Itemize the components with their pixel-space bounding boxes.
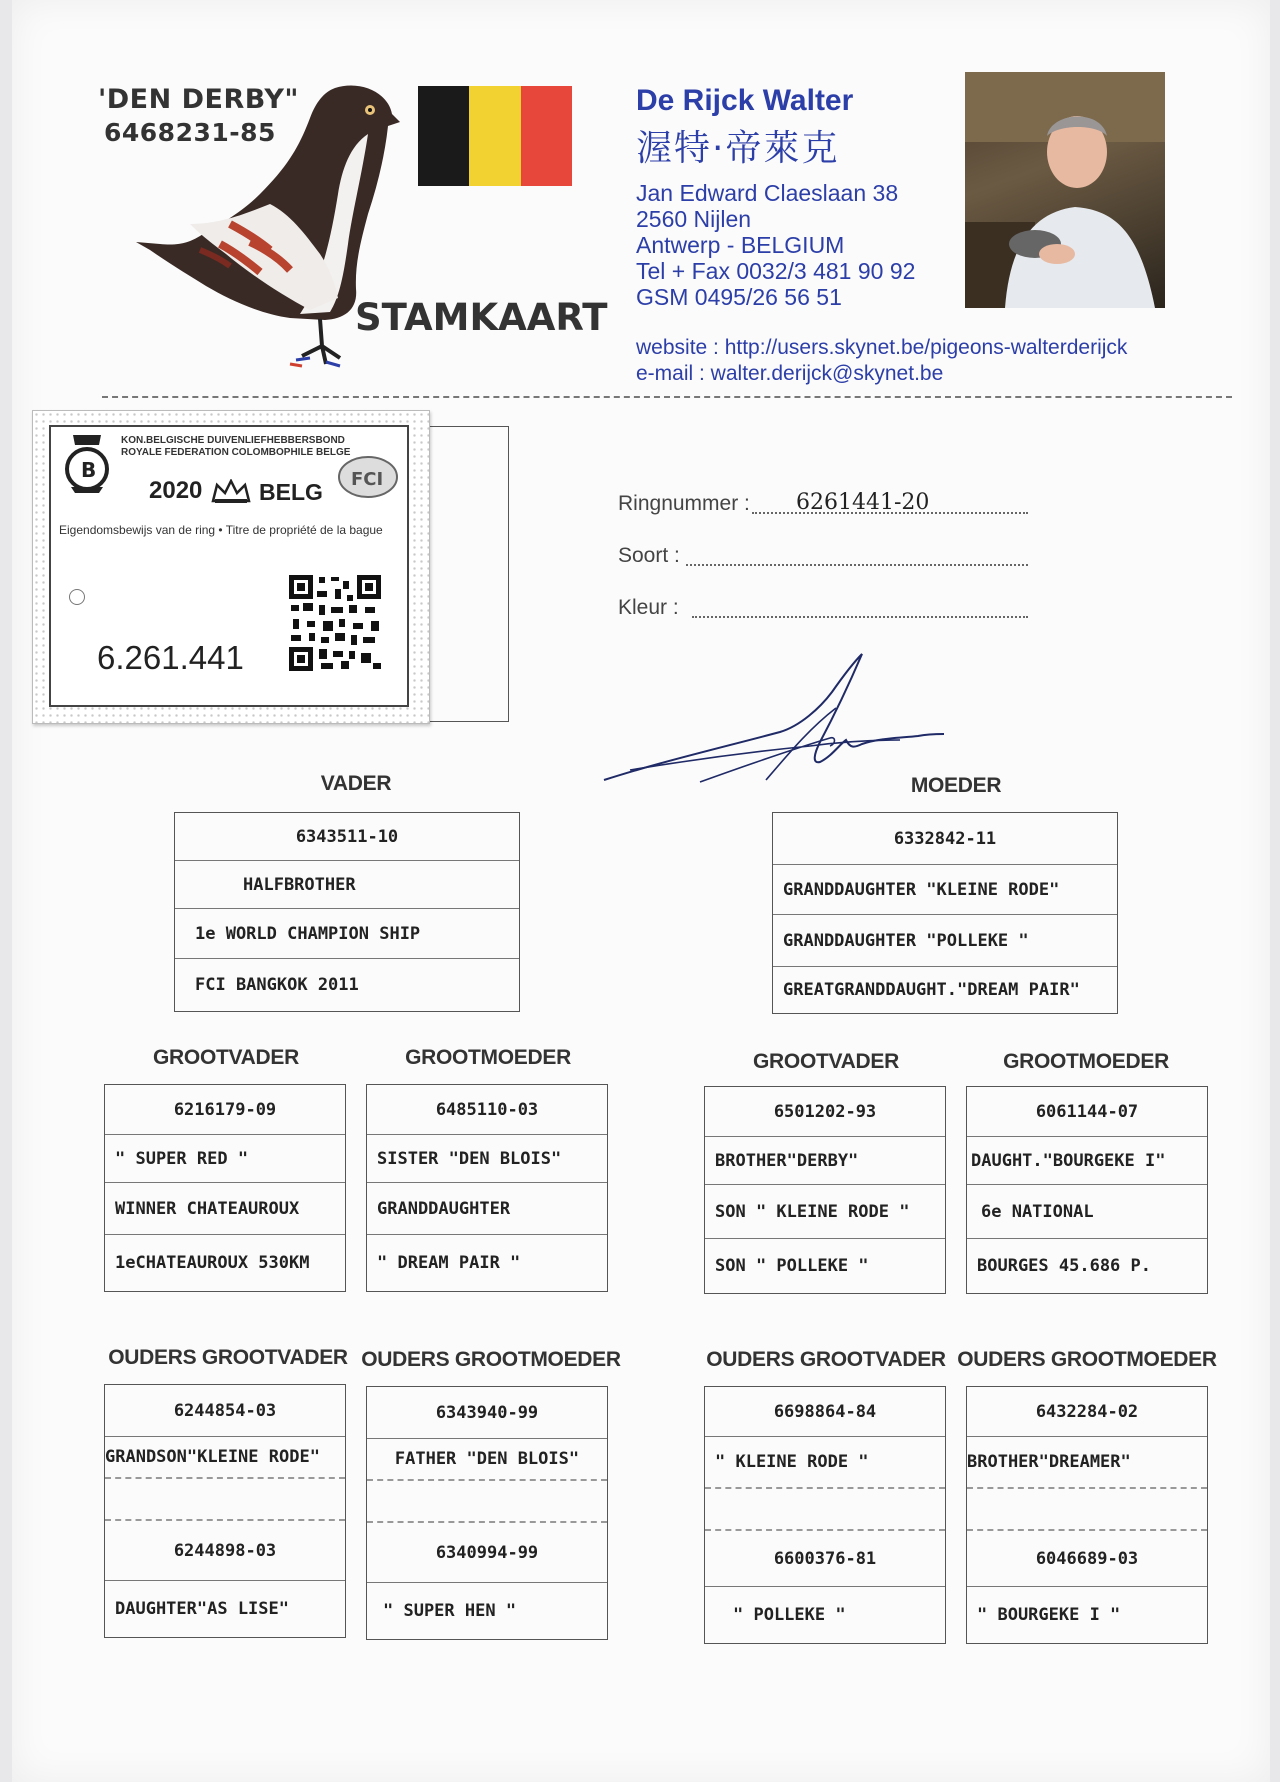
ogv-moeder-spacer bbox=[705, 1489, 945, 1531]
ogv-vader-line-2: DAUGHTER"AS LISE" bbox=[115, 1599, 289, 1619]
moeder-box bbox=[772, 812, 1118, 1014]
gv-moeder-ring: 6501202-93 bbox=[705, 1087, 945, 1137]
gm-moeder-line-2: 6e NATIONAL bbox=[967, 1185, 1207, 1239]
ogv-moeder-line-1: " KLEINE RODE " bbox=[705, 1437, 945, 1489]
card-year: 2020 bbox=[149, 477, 203, 504]
kleur-line bbox=[692, 602, 1028, 618]
ring-value: 6261441-20 bbox=[796, 490, 930, 515]
gv-moeder-heading: GROOTVADER bbox=[753, 1050, 899, 1073]
gv-vader-heading: GROOTVADER bbox=[153, 1046, 299, 1069]
moeder-line-1: GRANDDAUGHTER "KLEINE RODE" bbox=[773, 865, 1117, 915]
ogm-vader-box bbox=[366, 1386, 608, 1640]
ogm-moeder-ring-2: 6046689-03 bbox=[967, 1531, 1207, 1587]
vader-ring: 6343511-10 bbox=[175, 813, 519, 861]
card-ring-number: 6.261.441 bbox=[97, 639, 244, 676]
gm-vader-line-1: SISTER "DEN BLOIS" bbox=[367, 1135, 607, 1183]
gv-moeder-line-3: SON " POLLEKE " bbox=[715, 1256, 869, 1276]
ogv-vader-box bbox=[104, 1384, 346, 1638]
gv-moeder-box bbox=[704, 1086, 946, 1294]
ogm-moeder-heading: OUDERS GROOTMOEDER bbox=[957, 1348, 1217, 1371]
card-punch-hole bbox=[69, 589, 85, 605]
moeder-line-2: GRANDDAUGHTER "POLLEKE " bbox=[773, 915, 1117, 967]
gm-vader-line-3: " DREAM PAIR " bbox=[377, 1253, 521, 1273]
gv-moeder-line-2: SON " KLEINE RODE " bbox=[705, 1185, 945, 1239]
ogm-vader-spacer bbox=[367, 1481, 607, 1523]
gv-vader-ring: 6216179-09 bbox=[105, 1085, 345, 1135]
gv-vader-line-2: WINNER CHATEAUROUX bbox=[105, 1183, 345, 1235]
document-title: STAMKAART bbox=[355, 296, 608, 339]
vader-heading: VADER bbox=[320, 772, 392, 795]
ogv-vader-heading: OUDERS GROOTVADER bbox=[108, 1346, 348, 1369]
card-org-fr: ROYALE FEDERATION COLOMBOPHILE BELGE bbox=[121, 447, 351, 458]
moeder-ring: 6332842-11 bbox=[773, 813, 1117, 865]
ogm-moeder-spacer bbox=[967, 1489, 1207, 1531]
svg-text:FCI: FCI bbox=[351, 469, 384, 490]
address-city: 2560 Nijlen bbox=[636, 206, 752, 232]
kleur-label: Kleur : bbox=[618, 596, 679, 619]
ogv-vader-spacer bbox=[105, 1479, 345, 1521]
ogv-moeder-ring-2: 6600376-81 bbox=[705, 1531, 945, 1587]
address-street: Jan Edward Claeslaan 38 bbox=[636, 180, 899, 206]
card-org-nl: KON.BELGISCHE DUIVENLIEFHEBBERSBOND bbox=[121, 435, 345, 446]
card-country: BELG bbox=[259, 479, 323, 505]
ogm-vader-ring-2: 6340994-99 bbox=[367, 1523, 607, 1583]
gm-moeder-box bbox=[966, 1086, 1208, 1294]
ogv-moeder-heading: OUDERS GROOTVADER bbox=[706, 1348, 946, 1371]
address-gsm: GSM 0495/26 56 51 bbox=[636, 284, 842, 310]
bird-name: 'DEN DERBY" bbox=[98, 84, 299, 115]
ogv-moeder-ring-1: 6698864-84 bbox=[705, 1387, 945, 1437]
card-title: Eigendomsbewijs van de ring • Titre de propriété de la bague bbox=[59, 523, 383, 537]
gv-vader-line-1: " SUPER RED " bbox=[105, 1135, 345, 1183]
gm-vader-line-2: GRANDDAUGHTER bbox=[367, 1183, 607, 1235]
fci-logo-icon bbox=[337, 455, 399, 499]
ogm-vader-ring-1: 6343940-99 bbox=[367, 1387, 607, 1439]
ogm-moeder-line-1: BROTHER"DREAMER" bbox=[967, 1437, 1207, 1489]
email-link[interactable]: e-mail : walter.derijck@skynet.be bbox=[636, 362, 944, 385]
soort-label: Soort : bbox=[618, 544, 680, 567]
gm-moeder-line-1: DAUGHT."BOURGEKE I" bbox=[967, 1137, 1207, 1185]
federation-logo-icon bbox=[59, 431, 115, 495]
qr-code-icon bbox=[287, 573, 383, 673]
owner-name-chinese: 渥特·帝萊克 bbox=[636, 128, 840, 169]
gv-vader-line-3: 1eCHATEAUROUX 530KM bbox=[115, 1253, 310, 1273]
ogm-moeder-ring-1: 6432284-02 bbox=[967, 1387, 1207, 1437]
ogm-vader-line-2: " SUPER HEN " bbox=[383, 1601, 517, 1621]
ogv-moeder-line-2: " POLLEKE " bbox=[733, 1605, 846, 1625]
bird-ring: 6468231-85 bbox=[104, 118, 276, 147]
ring-ownership-card bbox=[32, 410, 430, 724]
vader-box bbox=[174, 812, 520, 1012]
pedigree-page bbox=[12, 0, 1270, 1782]
gm-vader-heading: GROOTMOEDER bbox=[405, 1046, 571, 1069]
header-divider bbox=[102, 396, 1232, 398]
address-phone: Tel + Fax 0032/3 481 90 92 bbox=[636, 258, 916, 284]
ring-label: Ringnummer : bbox=[618, 492, 750, 515]
soort-line bbox=[686, 550, 1028, 566]
card-bracket bbox=[428, 426, 509, 722]
ogm-moeder-box bbox=[966, 1386, 1208, 1644]
gv-moeder-line-1: BROTHER"DERBY" bbox=[705, 1137, 945, 1185]
gm-moeder-line-3: BOURGES 45.686 P. bbox=[977, 1256, 1151, 1276]
moeder-heading: MOEDER bbox=[910, 774, 1002, 797]
ogv-vader-ring-2: 6244898-03 bbox=[105, 1521, 345, 1581]
crown-icon bbox=[211, 479, 251, 505]
ogm-moeder-line-2: " BOURGEKE I " bbox=[977, 1605, 1121, 1625]
signature bbox=[600, 652, 960, 792]
vader-line-3: FCI BANGKOK 2011 bbox=[195, 975, 359, 995]
moeder-line-3: GREATGRANDDAUGHT."DREAM PAIR" bbox=[783, 980, 1080, 1000]
gm-vader-box bbox=[366, 1084, 608, 1292]
svg-text:B: B bbox=[81, 458, 97, 482]
gm-moeder-ring: 6061144-07 bbox=[967, 1087, 1207, 1137]
owner-photo bbox=[965, 72, 1165, 308]
ogv-vader-line-1: GRANDSON"KLEINE RODE" bbox=[105, 1437, 345, 1479]
vader-line-2: 1e WORLD CHAMPION SHIP bbox=[175, 909, 519, 959]
ogm-vader-line-1: FATHER "DEN BLOIS" bbox=[367, 1439, 607, 1481]
gm-vader-ring: 6485110-03 bbox=[367, 1085, 607, 1135]
website-link[interactable]: website : http://users.skynet.be/pigeons-walterderijck bbox=[636, 336, 1128, 359]
gm-moeder-heading: GROOTMOEDER bbox=[1003, 1050, 1169, 1073]
gv-vader-box bbox=[104, 1084, 346, 1292]
belgian-flag bbox=[418, 86, 572, 186]
vader-line-1: HALFBROTHER bbox=[175, 861, 519, 909]
address-country: Antwerp - BELGIUM bbox=[636, 232, 845, 258]
ogm-vader-heading: OUDERS GROOTMOEDER bbox=[361, 1348, 621, 1371]
ogv-moeder-box bbox=[704, 1386, 946, 1644]
ogv-vader-ring-1: 6244854-03 bbox=[105, 1385, 345, 1437]
owner-name: De Rijck Walter bbox=[636, 84, 854, 117]
